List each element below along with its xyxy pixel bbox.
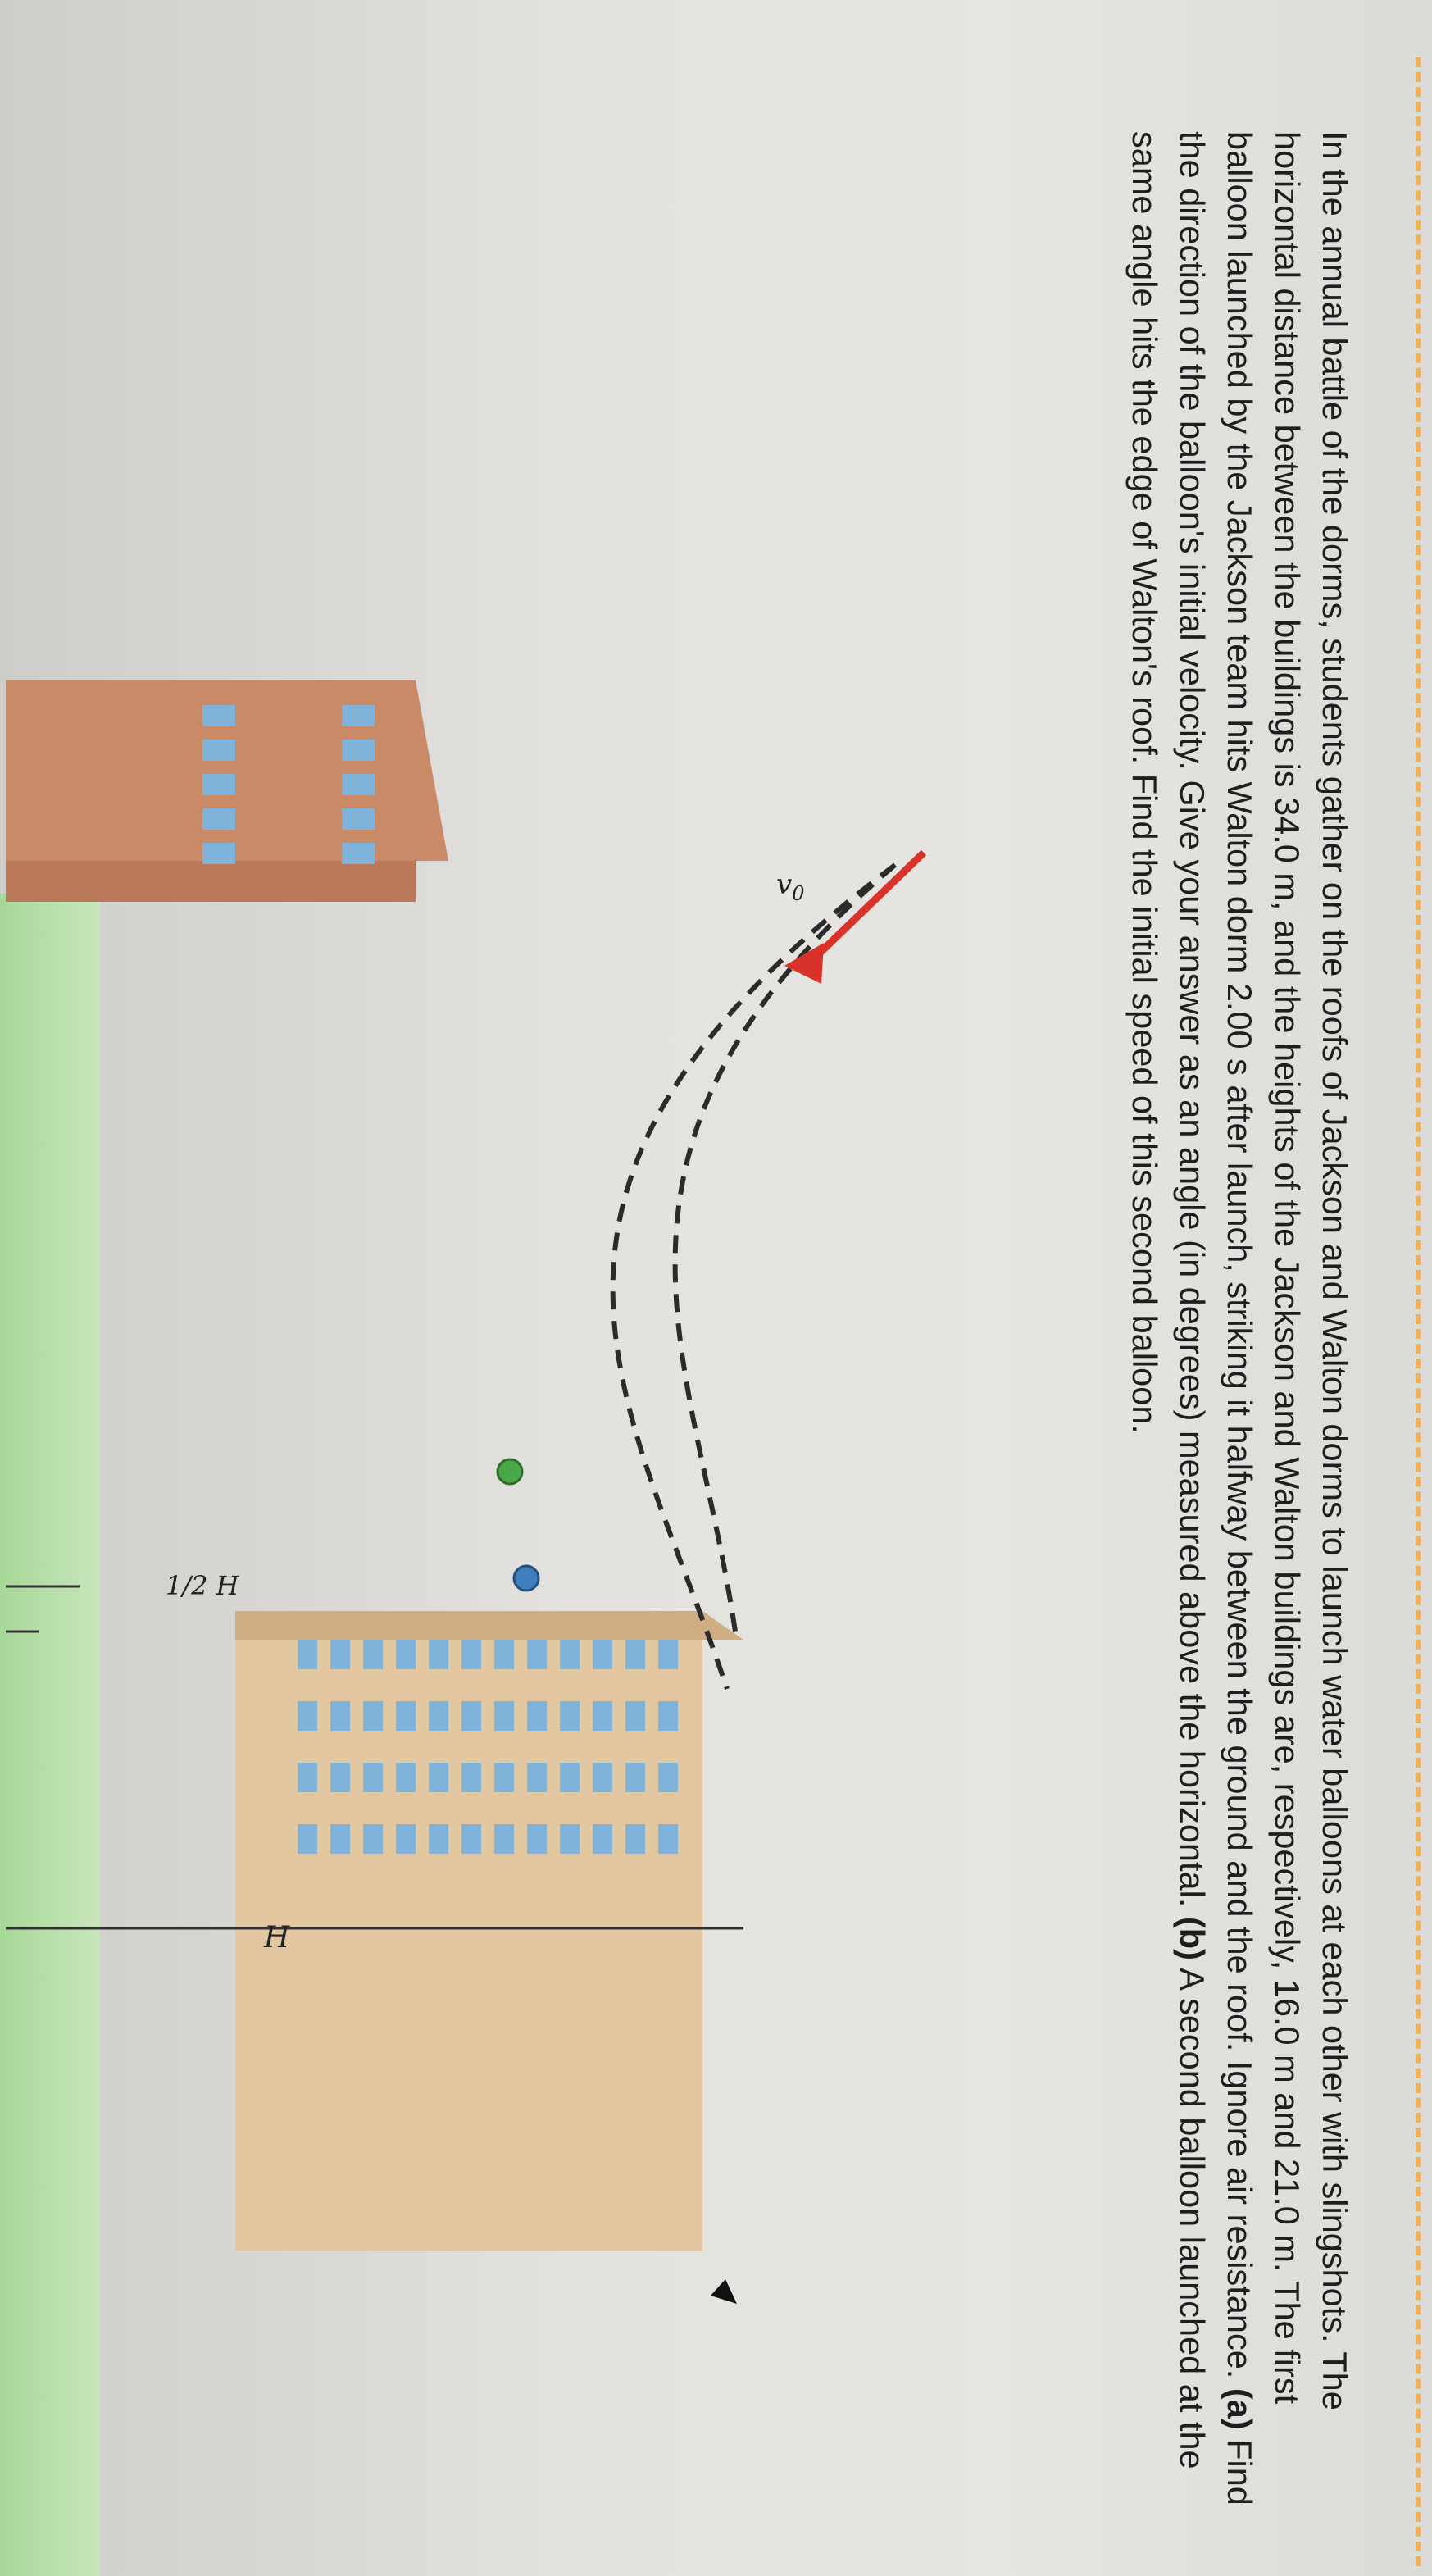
window xyxy=(396,1640,416,1669)
window xyxy=(396,1824,416,1854)
window xyxy=(560,1640,580,1669)
window xyxy=(593,1701,612,1731)
window xyxy=(202,808,235,830)
walton-side-wall xyxy=(235,1611,743,1640)
window xyxy=(363,1824,383,1854)
window xyxy=(461,1763,481,1792)
window xyxy=(342,808,375,830)
velocity-label: $v_0$ xyxy=(776,868,805,905)
half-height-label: 1/2 H xyxy=(166,1570,239,1601)
window xyxy=(330,1763,350,1792)
window xyxy=(527,1763,547,1792)
grass xyxy=(0,894,100,2576)
window xyxy=(658,1701,678,1731)
window xyxy=(298,1824,317,1854)
window xyxy=(560,1701,580,1731)
cursor-arrow-icon xyxy=(711,2279,737,2304)
window xyxy=(363,1701,383,1731)
window xyxy=(593,1640,612,1669)
window xyxy=(330,1701,350,1731)
window xyxy=(363,1763,383,1792)
trajectory-lower xyxy=(675,865,895,1632)
jackson-building xyxy=(6,680,448,902)
window xyxy=(429,1763,448,1792)
window xyxy=(363,1640,383,1669)
window xyxy=(658,1640,678,1669)
window xyxy=(342,843,375,864)
window xyxy=(429,1640,448,1669)
window xyxy=(396,1701,416,1731)
velocity-arrow xyxy=(809,853,924,963)
window xyxy=(202,774,235,795)
part-b-text: A second balloon launched at the same angle hits the edge of Walton's roof. Find the initial speed of this second balloon. xyxy=(1125,131,1212,2469)
part-b-label: (b) xyxy=(1173,1916,1212,1960)
window xyxy=(494,1763,514,1792)
window xyxy=(625,1701,645,1731)
balloon-green xyxy=(498,1459,522,1484)
window xyxy=(298,1763,317,1792)
window xyxy=(527,1824,547,1854)
window xyxy=(330,1824,350,1854)
window xyxy=(625,1824,645,1854)
window xyxy=(429,1824,448,1854)
window xyxy=(429,1701,448,1731)
walton-building xyxy=(235,1611,743,2251)
window xyxy=(527,1701,547,1731)
window xyxy=(461,1824,481,1854)
window xyxy=(298,1640,317,1669)
window xyxy=(461,1640,481,1669)
balloon-blue xyxy=(514,1566,539,1591)
window xyxy=(658,1763,678,1792)
window xyxy=(560,1824,580,1854)
window xyxy=(342,774,375,795)
window xyxy=(202,843,235,864)
window xyxy=(494,1824,514,1854)
window xyxy=(461,1701,481,1731)
window xyxy=(396,1763,416,1792)
window xyxy=(560,1763,580,1792)
window xyxy=(527,1640,547,1669)
part-a-label: (a) xyxy=(1221,2387,1259,2430)
window xyxy=(658,1824,678,1854)
window xyxy=(202,705,235,726)
window xyxy=(330,1640,350,1669)
trajectory-upper xyxy=(613,865,895,1689)
window xyxy=(494,1640,514,1669)
window xyxy=(202,740,235,761)
height-label: H xyxy=(264,1921,290,1955)
window xyxy=(593,1763,612,1792)
window xyxy=(494,1701,514,1731)
window xyxy=(298,1701,317,1731)
window xyxy=(342,705,375,726)
part-a-text: Find the direction of the balloon's initial velocity. Give your answer as an angle (in degrees) measured above the horizontal. xyxy=(1173,131,1259,2505)
window xyxy=(625,1640,645,1669)
window xyxy=(593,1824,612,1854)
window xyxy=(342,740,375,761)
window xyxy=(625,1763,645,1792)
problem-intro: In the annual battle of the dorms, students gather on the roofs of Jackson and Walton dorms to launch water balloons at each other with slingshots. The horizontal distance between the buildings is 34.0 m, and the heights of the Jackson and Walton buildings are, respectively, 16.0 m and 21.0 m. The first balloon launched by the Jackson team hits Walton dorm 2.00 s after launch, striking it halfway between the ground and the roof. Ignore air resistance. xyxy=(1221,131,1354,2410)
